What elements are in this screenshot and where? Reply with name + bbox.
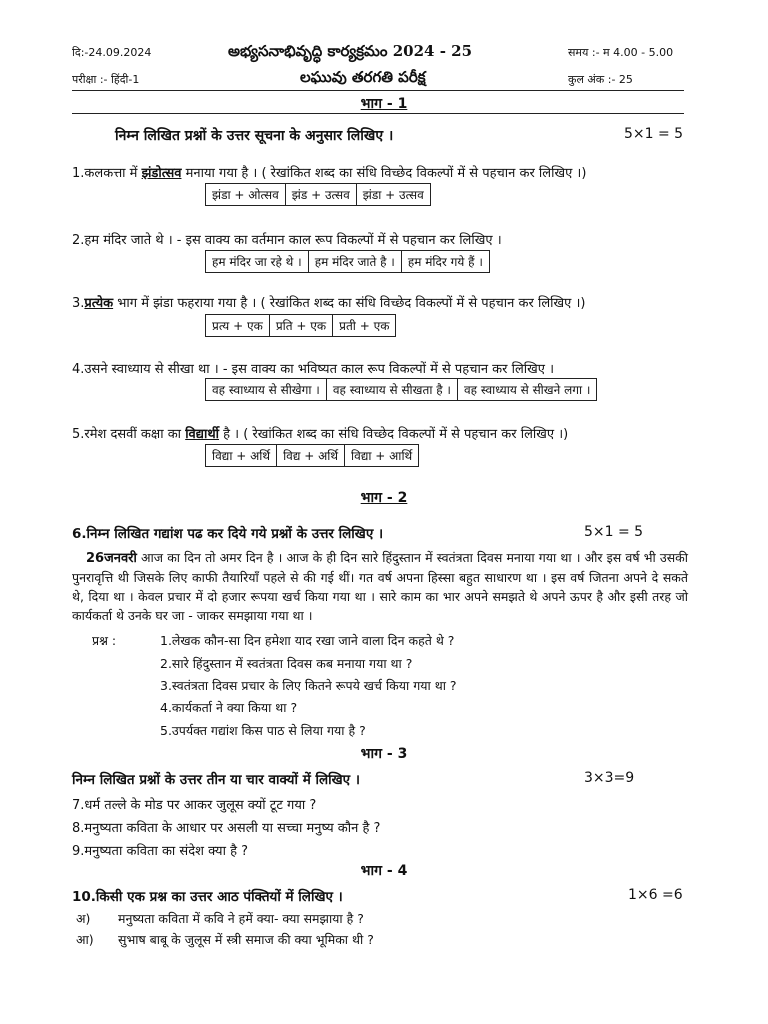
question-3-options	[205, 314, 396, 337]
question-5-options	[205, 444, 419, 467]
exam-time: समय :- म 4.00 - 5.00	[568, 46, 674, 59]
question-7: 7.धर्म तल्ले के मोड पर आकर जुलूस क्यों टूट गया ?	[72, 798, 317, 813]
option[interactable]: वह स्वाध्याय से सीखेगा ।	[206, 379, 327, 400]
option[interactable]: झंड + उत्सव	[286, 184, 357, 205]
option[interactable]: विद्या + आर्थि	[351, 449, 413, 463]
sub-question: 1.लेखक कौन-सा दिन हमेशा याद रखा जाने वाला दिन कहते थे ?	[160, 633, 455, 648]
question-9: 9.मनुष्यता कविता का संदेश क्या है ?	[72, 844, 249, 859]
header-divider	[72, 90, 684, 91]
option[interactable]: प्रति + एक	[270, 315, 333, 336]
sub-question: 3.स्वतंत्रता दिवस प्रचार के लिए कितने रूपये खर्च किया गया था ?	[160, 678, 457, 693]
total-marks: कुल अंक :- 25	[568, 73, 633, 86]
part1-instruction: निम्न लिखित प्रश्नों के उत्तर सूचना के अनुसार लिखिए ।	[115, 128, 394, 144]
part4-marks: 1×6 =6	[628, 887, 683, 903]
passage-date: 26जनवरी	[86, 551, 137, 566]
passage: 26जनवरी आज का दिन तो अमर दिन है । आज के ही दिन सारे हिंदुस्तान में स्वतंत्रता दिवस मनाया गया था । और इस वर्ष भी उसकी पुनरावृत्ति थी जिसके लिए काफी तैयारियाँ पहले से की गई थीं। गत वर्ष अपना हिस्सा बहुत साधारण था । इस वर्ष जितना अपने दे सकते थे, दिया था । केवल प्रचार में दो हजार रूपया खर्च किया गया था । सारे काम का भार अपने समझते थे अपने ऊपर है और इसी तरह जो कार्यकर्ता थे उनके घर जा - जाकर समझाया गया था ।	[72, 550, 688, 623]
option[interactable]: वह स्वाध्याय से सीखता है ।	[327, 379, 458, 400]
underlined-word: विद्यार्थी	[185, 427, 220, 442]
question-4: 4.उसने स्वाध्याय से सीखा था । - इस वाक्य का भविष्यत काल रूप विकल्पों में से पहचान कर लिखिए ।	[72, 362, 555, 377]
underlined-word: झंडोत्सव	[141, 166, 182, 181]
option[interactable]: प्रती + एक	[339, 319, 390, 333]
question-6: 6.निम्न लिखित गद्यांश पढ कर दिये गये प्रश्नों के उत्तर लिखिए ।	[72, 526, 384, 542]
part4-heading: भाग - 4	[360, 863, 408, 879]
question-2: 2.हम मंदिर जाते थे । - इस वाक्य का वर्तमान काल रूप विकल्पों में से पहचान कर लिखिए ।	[72, 233, 502, 248]
part1-heading: भाग - 1	[360, 96, 408, 112]
question-5: 5.रमेश दसवीं कक्षा का विद्यार्थी है । ( रेखांकित शब्द का संधि विच्छेद विकल्पों में से पहचान कर लिखिए ।)	[72, 427, 569, 442]
question-10: 10.किसी एक प्रश्न का उत्तर आठ पंक्तियों में लिखिए ।	[72, 889, 343, 905]
question-4-options	[205, 378, 597, 401]
underlined-word: प्रत्येक	[84, 296, 114, 311]
sub-question: 2.सारे हिंदुस्तान में स्वतंत्रता दिवस कब मनाया गया था ?	[160, 656, 413, 671]
part3-heading: भाग - 3	[360, 746, 408, 762]
question-10b: सुभाष बाबू के जुलूस में स्त्री समाज की क्या भूमिका थी ?	[118, 932, 374, 947]
part2-marks: 5×1 = 5	[584, 524, 644, 540]
question-8: 8.मनुष्यता कविता के आधार पर असली या सच्चा मनुष्य कौन है ?	[72, 821, 381, 836]
prashn-label: प्रश्न :	[92, 633, 117, 648]
exam-subtitle: లఘువు తరగతి పరీక్ష	[300, 68, 426, 86]
option-label: आ)	[76, 932, 94, 947]
option[interactable]: प्रत्य + एक	[206, 315, 270, 336]
option[interactable]: हम मंदिर जाते है ।	[309, 251, 402, 272]
sub-question: 5.उपर्यक्त गद्यांश किस पाठ से लिया गया है ?	[160, 723, 366, 738]
exam-date: दि:-24.09.2024	[72, 46, 152, 59]
option-label: अ)	[76, 911, 91, 926]
sub-question: 4.कार्यकर्ता ने क्या किया था ?	[160, 700, 298, 715]
option[interactable]: हम मंदिर जा रहे थे ।	[206, 251, 309, 272]
program-title: అభ్యసనాభివృద్ధి కార్యక్రమం 2024 - 25	[228, 42, 473, 60]
option[interactable]: वह स्वाध्याय से सीखने लगा ।	[463, 383, 591, 397]
question-3: 3.प्रत्येक भाग में झंडा फहराया गया है । ( रेखांकित शब्द का संधि विच्छेद विकल्पों में से पहचान कर लिखिए ।)	[72, 296, 586, 311]
option[interactable]: विद्य + अर्थि	[277, 445, 345, 466]
option[interactable]: विद्या + अर्थि	[206, 445, 277, 466]
question-10a: मनुष्यता कविता में कवि ने हमें क्या- क्या समझाया है ?	[118, 911, 364, 926]
part3-instruction: निम्न लिखित प्रश्नों के उत्तर तीन या चार वाक्यों में लिखिए ।	[72, 772, 360, 788]
exam-name: परीक्षा :- हिंदी-1	[72, 73, 140, 86]
option[interactable]: हम मंदिर गये हैं ।	[407, 255, 483, 269]
part1-divider	[72, 113, 684, 114]
option[interactable]: झंडा + उत्सव	[362, 188, 424, 202]
question-1-options	[205, 183, 431, 206]
part2-heading: भाग - 2	[360, 490, 408, 506]
part1-marks: 5×1 = 5	[624, 126, 684, 142]
option[interactable]: झंडा + ओत्सव	[206, 184, 286, 205]
question-2-options	[205, 250, 490, 273]
part3-marks: 3×3=9	[584, 770, 635, 786]
question-1: 1.कलकत्ता में झंडोत्सव मनाया गया है । ( रेखांकित शब्द का संधि विच्छेद विकल्पों में से पहचान कर लिखिए ।)	[72, 166, 587, 181]
